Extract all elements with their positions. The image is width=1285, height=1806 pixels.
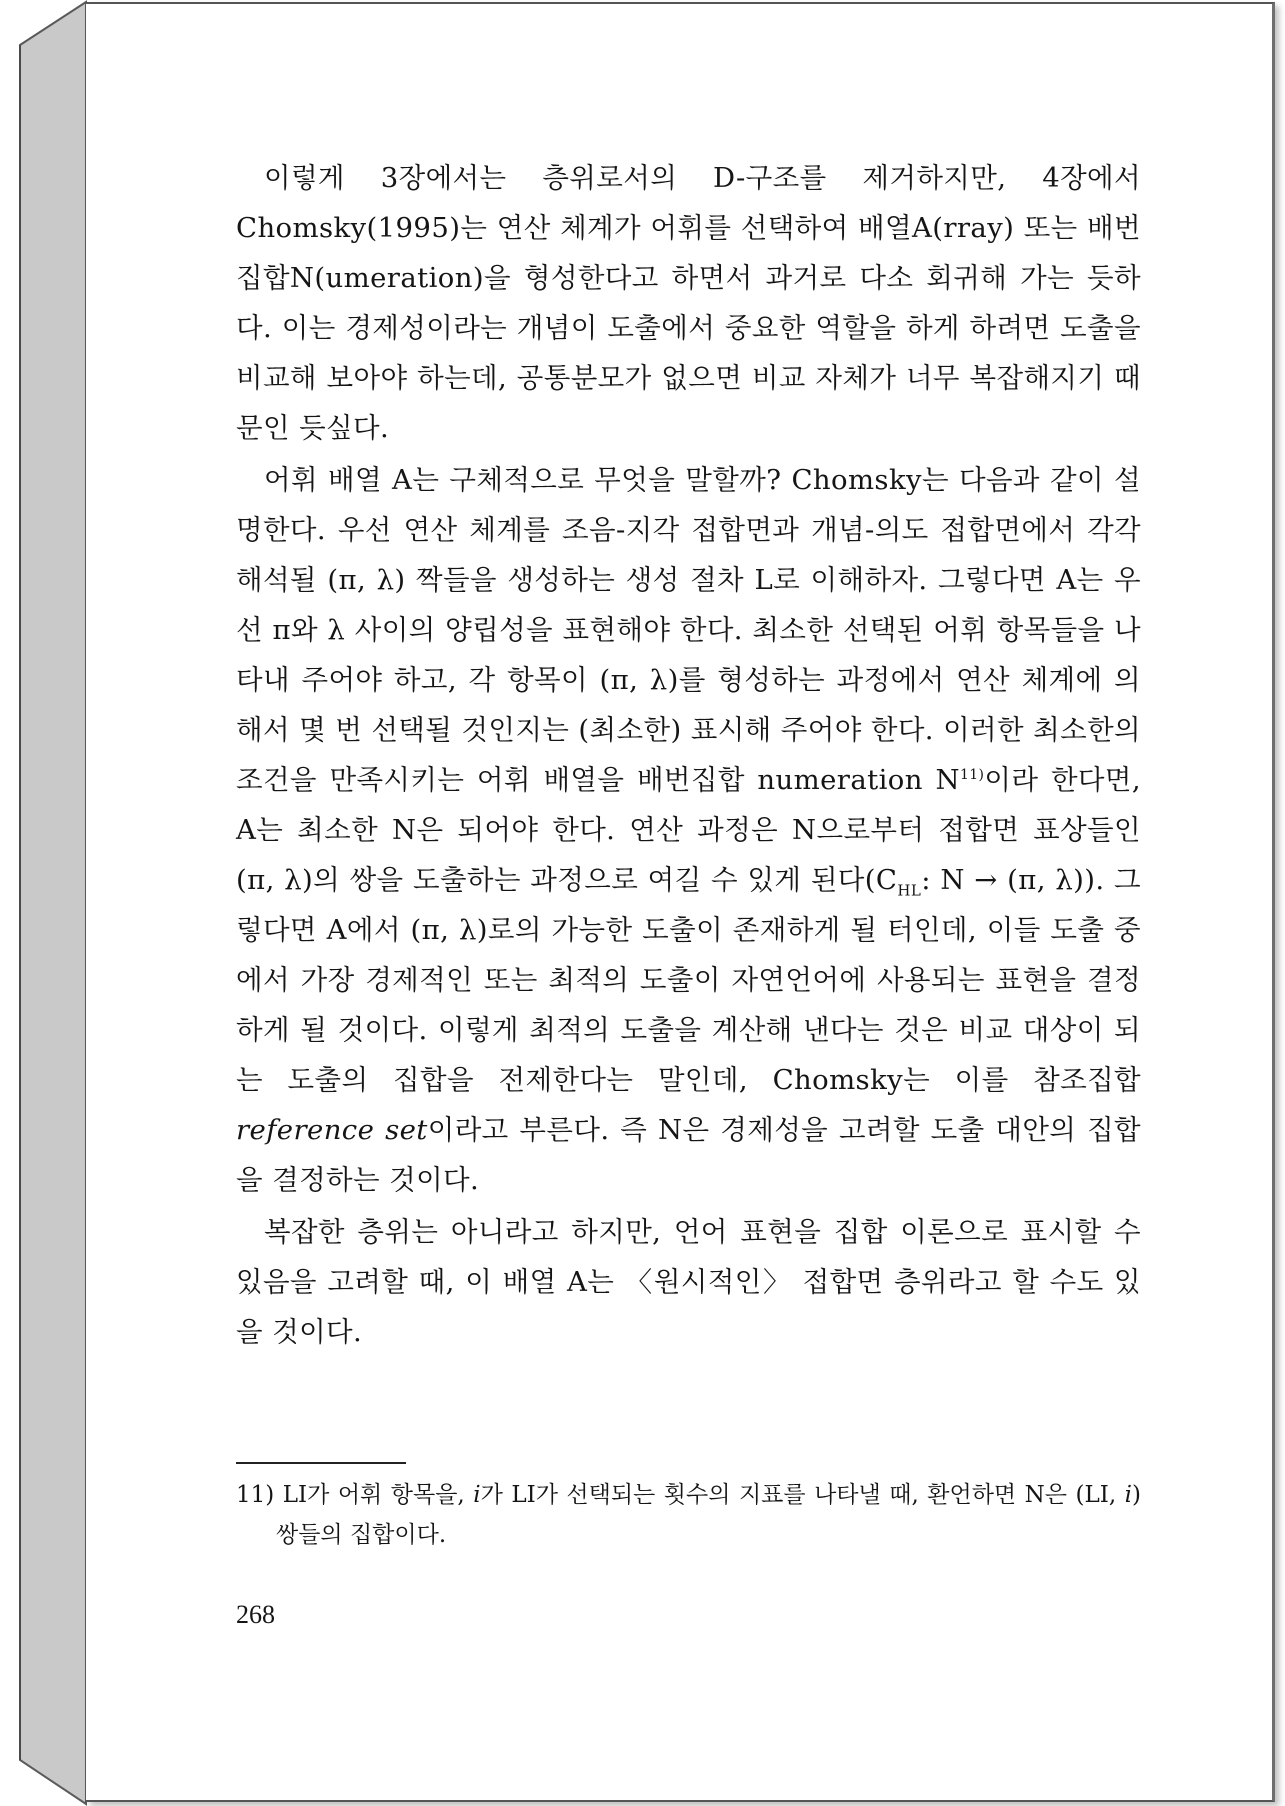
paragraph-2-text-c: : N → (π, λ)). 그렇다면 A에서 (π, λ)로의 가능한 도출이 존재하게 될 터인데, 이들 도출 중에서 가장 경제적인 또는 최적의 도출이 자연언어에 사용되는 표현을 결정하게 될 것이다. 이렇게 최적의 도출을 계산해 낸다는 것은 비교 대상이 되는 도출의 집합을 전제한다는 말인데, Chomsky는 이를 참조집합 <box>236 864 1141 1096</box>
footnote-11 <box>236 1475 1141 1555</box>
paragraph-3 <box>236 1207 1141 1357</box>
paragraph-2-text-a: 어휘 배열 A는 구체적으로 무엇을 말할까? Chomsky는 다음과 같이 설명한다. 우선 연산 체계를 조음-지각 접합면과 개념-의도 접합면에서 각각 해석될 (π, λ) 짝들을 생성하는 생성 절차 L로 이해하자. 그렇다면 A는 우선 π와 λ 사이의 양립성을 표현해야 한다. 최소한 선택된 어휘 항목들을 나타내 주어야 하고, 각 항목이 (π, λ)를 형성하는 과정에서 연산 체계에 의해서 몇 번 선택될 것인지는 (최소한) 표시해 주어야 한다. 이러한 최소한의 조건을 만족시키는 어휘 배열을 배번집합 numeration N <box>236 464 1141 796</box>
chl-subscript: HL <box>897 881 922 900</box>
footnote-variable-i-2: i <box>1124 1482 1133 1508</box>
paragraph-1 <box>236 153 1141 453</box>
paragraph-2-text-b: 이라 한다면, A는 최소한 N은 되어야 한다. 연산 과정은 N으로부터 접합면 표상들인 (π, λ)의 쌍을 도출하는 과정으로 여길 수 있게 된다(C <box>236 764 1141 896</box>
footnote-text-b: 가 LI가 선택되는 횟수의 지표를 나타낼 때, 환언하면 N은 (LI, <box>480 1482 1125 1508</box>
page-number: 268 <box>236 1600 275 1629</box>
footnote-reference: 11) <box>959 766 985 783</box>
paragraph-1-text: 이렇게 3장에서는 층위로서의 D-구조를 제거하지만, 4장에서 Chomsky(1995)는 연산 체계가 어휘를 선택하여 배열A(rray) 또는 배번집합N(umeration)을 형성한다고 하면서 과거로 다소 회귀해 가는 듯하다. 이는 경제성이라는 개념이 도출에서 중요한 역할을 하게 하려면 도출을 비교해 보아야 하는데, 공통분모가 없으면 비교 자체가 너무 복잡해지기 때문인 듯싶다. <box>236 162 1141 444</box>
footnote-variable-i: i <box>473 1482 481 1508</box>
paragraph-2 <box>236 455 1141 1205</box>
footnote-divider <box>236 1462 406 1464</box>
reference-set-term: reference set <box>236 1114 428 1146</box>
paragraph-2-text-d: 이라고 부른다. 즉 N은 경제성을 고려할 도출 대안의 집합을 결정하는 것이다. <box>236 1114 1142 1196</box>
footnote-number: 11) <box>236 1482 275 1508</box>
footnote-text-a: LI가 어휘 항목을, <box>274 1482 474 1508</box>
footnote-text-c: ) 쌍들의 집합이다. <box>276 1482 1141 1548</box>
paragraph-3-text: 복잡한 층위는 아니라고 하지만, 언어 표현을 집합 이론으로 표시할 수 있음을 고려할 때, 이 배열 A는 〈원시적인〉 접합면 층위라고 할 수도 있을 것이다. <box>236 1216 1141 1348</box>
body-text <box>236 153 1141 1357</box>
